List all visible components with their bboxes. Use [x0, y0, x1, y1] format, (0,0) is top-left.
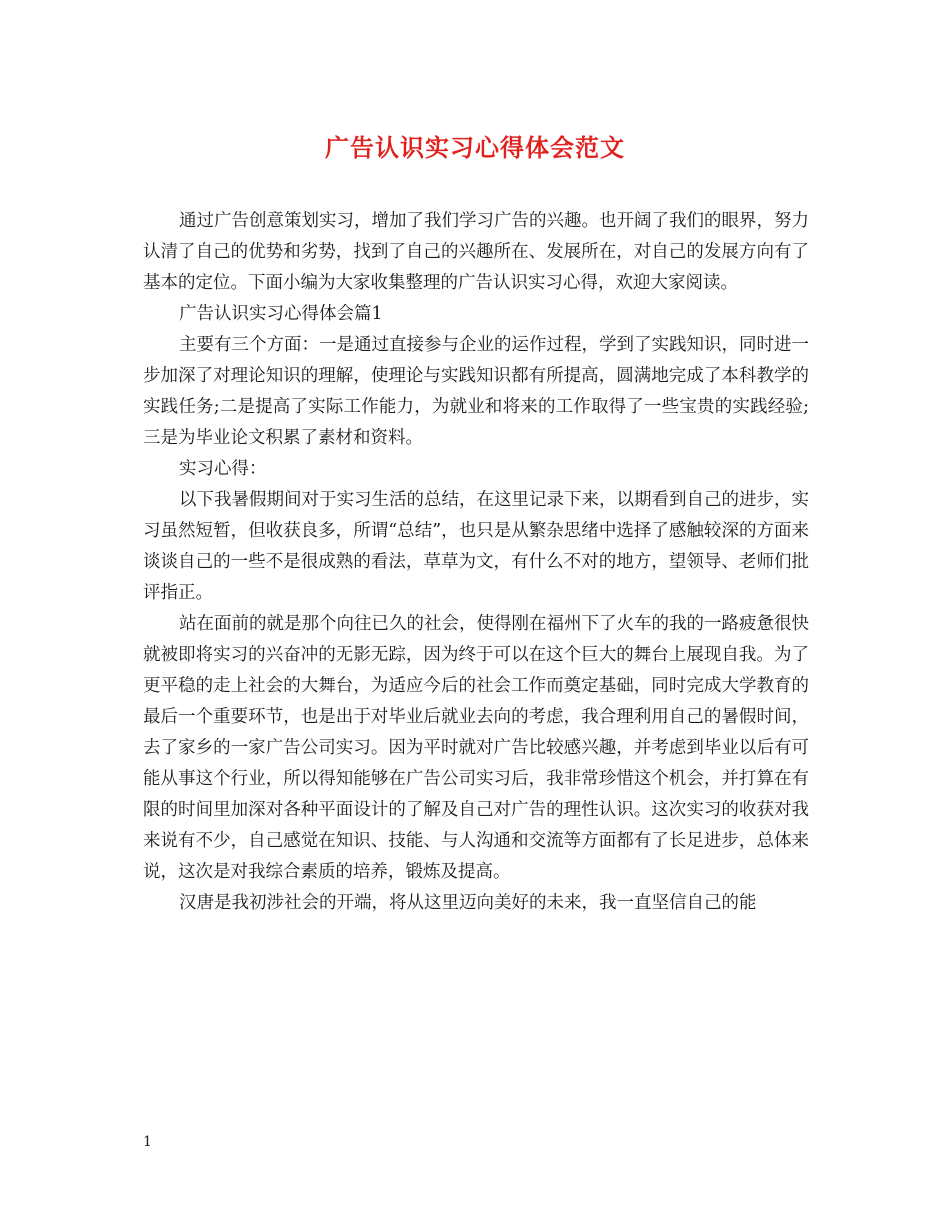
document-body: [143, 206, 809, 919]
paragraph-aspects: 主要有三个方面：一是通过直接参与企业的运作过程，学到了实践知识，同时进一步加深了对理论知识的理解，使理论与实践知识都有所提高，圆满地完成了本科教学的实践任务;二是提高了实际工作能力，为就业和将来的工作取得了一些宝贵的实践经验;三是为毕业论文积累了素材和资料。: [143, 335, 809, 448]
paragraph-society: 站在面前的就是那个向往已久的社会，使得刚在福州下了火车的我的一路疲惫很快就被即将实习的兴奋冲的无影无踪，因为终于可以在这个巨大的舞台上展现自我。为了更平稳的走上社会的大舞台，为适应今后的社会工作而奠定基础，同时完成大学教育的最后一个重要环节，也是出于对毕业后就业去向的考虑，我合理利用自己的暑假时间，去了家乡的一家广告公司实习。因为平时就对广告比较感兴趣，并考虑到毕业以后有可能从事这个行业，所以得知能够在广告公司实习后，我非常珍惜这个机会，并打算在有限的时间里加深对各种平面设计的了解及自己对广告的理性认识。这次实习的收获对我来说有不少，自己感觉在知识、技能、与人沟通和交流等方面都有了长足进步，总体来说，这次是对我综合素质的培养，锻炼及提高。: [143, 614, 809, 882]
subheading-internship-notes: 实习心得：: [179, 459, 267, 479]
paragraph-summary: 以下我暑假期间对于实习生活的总结，在这里记录下来，以期看到自己的进步，实习虽然短暂，但收获良多，所谓“总结”，也只是从繁杂思绪中选择了感触较深的方面来谈谈自己的一些不是很成熟的看法，草草为文，有什么不对的地方，望领导、老师们批评指正。: [143, 490, 809, 603]
section-heading: 广告认识实习心得体会篇1: [179, 304, 383, 324]
document-title: 广告认识实习心得体会范文: [325, 133, 625, 162]
paragraph-hantang: 汉唐是我初涉社会的开端，将从这里迈向美好的未来，我一直坚信自己的能: [179, 893, 757, 913]
paragraph-intro: 通过广告创意策划实习，增加了我们学习广告的兴趣。也开阔了我们的眼界，努力认清了自己的优势和劣势，找到了自己的兴趣所在、发展所在，对自己的发展方向有了基本的定位。下面小编为大家收集整理的广告认识实习心得，欢迎大家阅读。: [143, 211, 809, 293]
page-number: 1: [143, 1134, 152, 1150]
